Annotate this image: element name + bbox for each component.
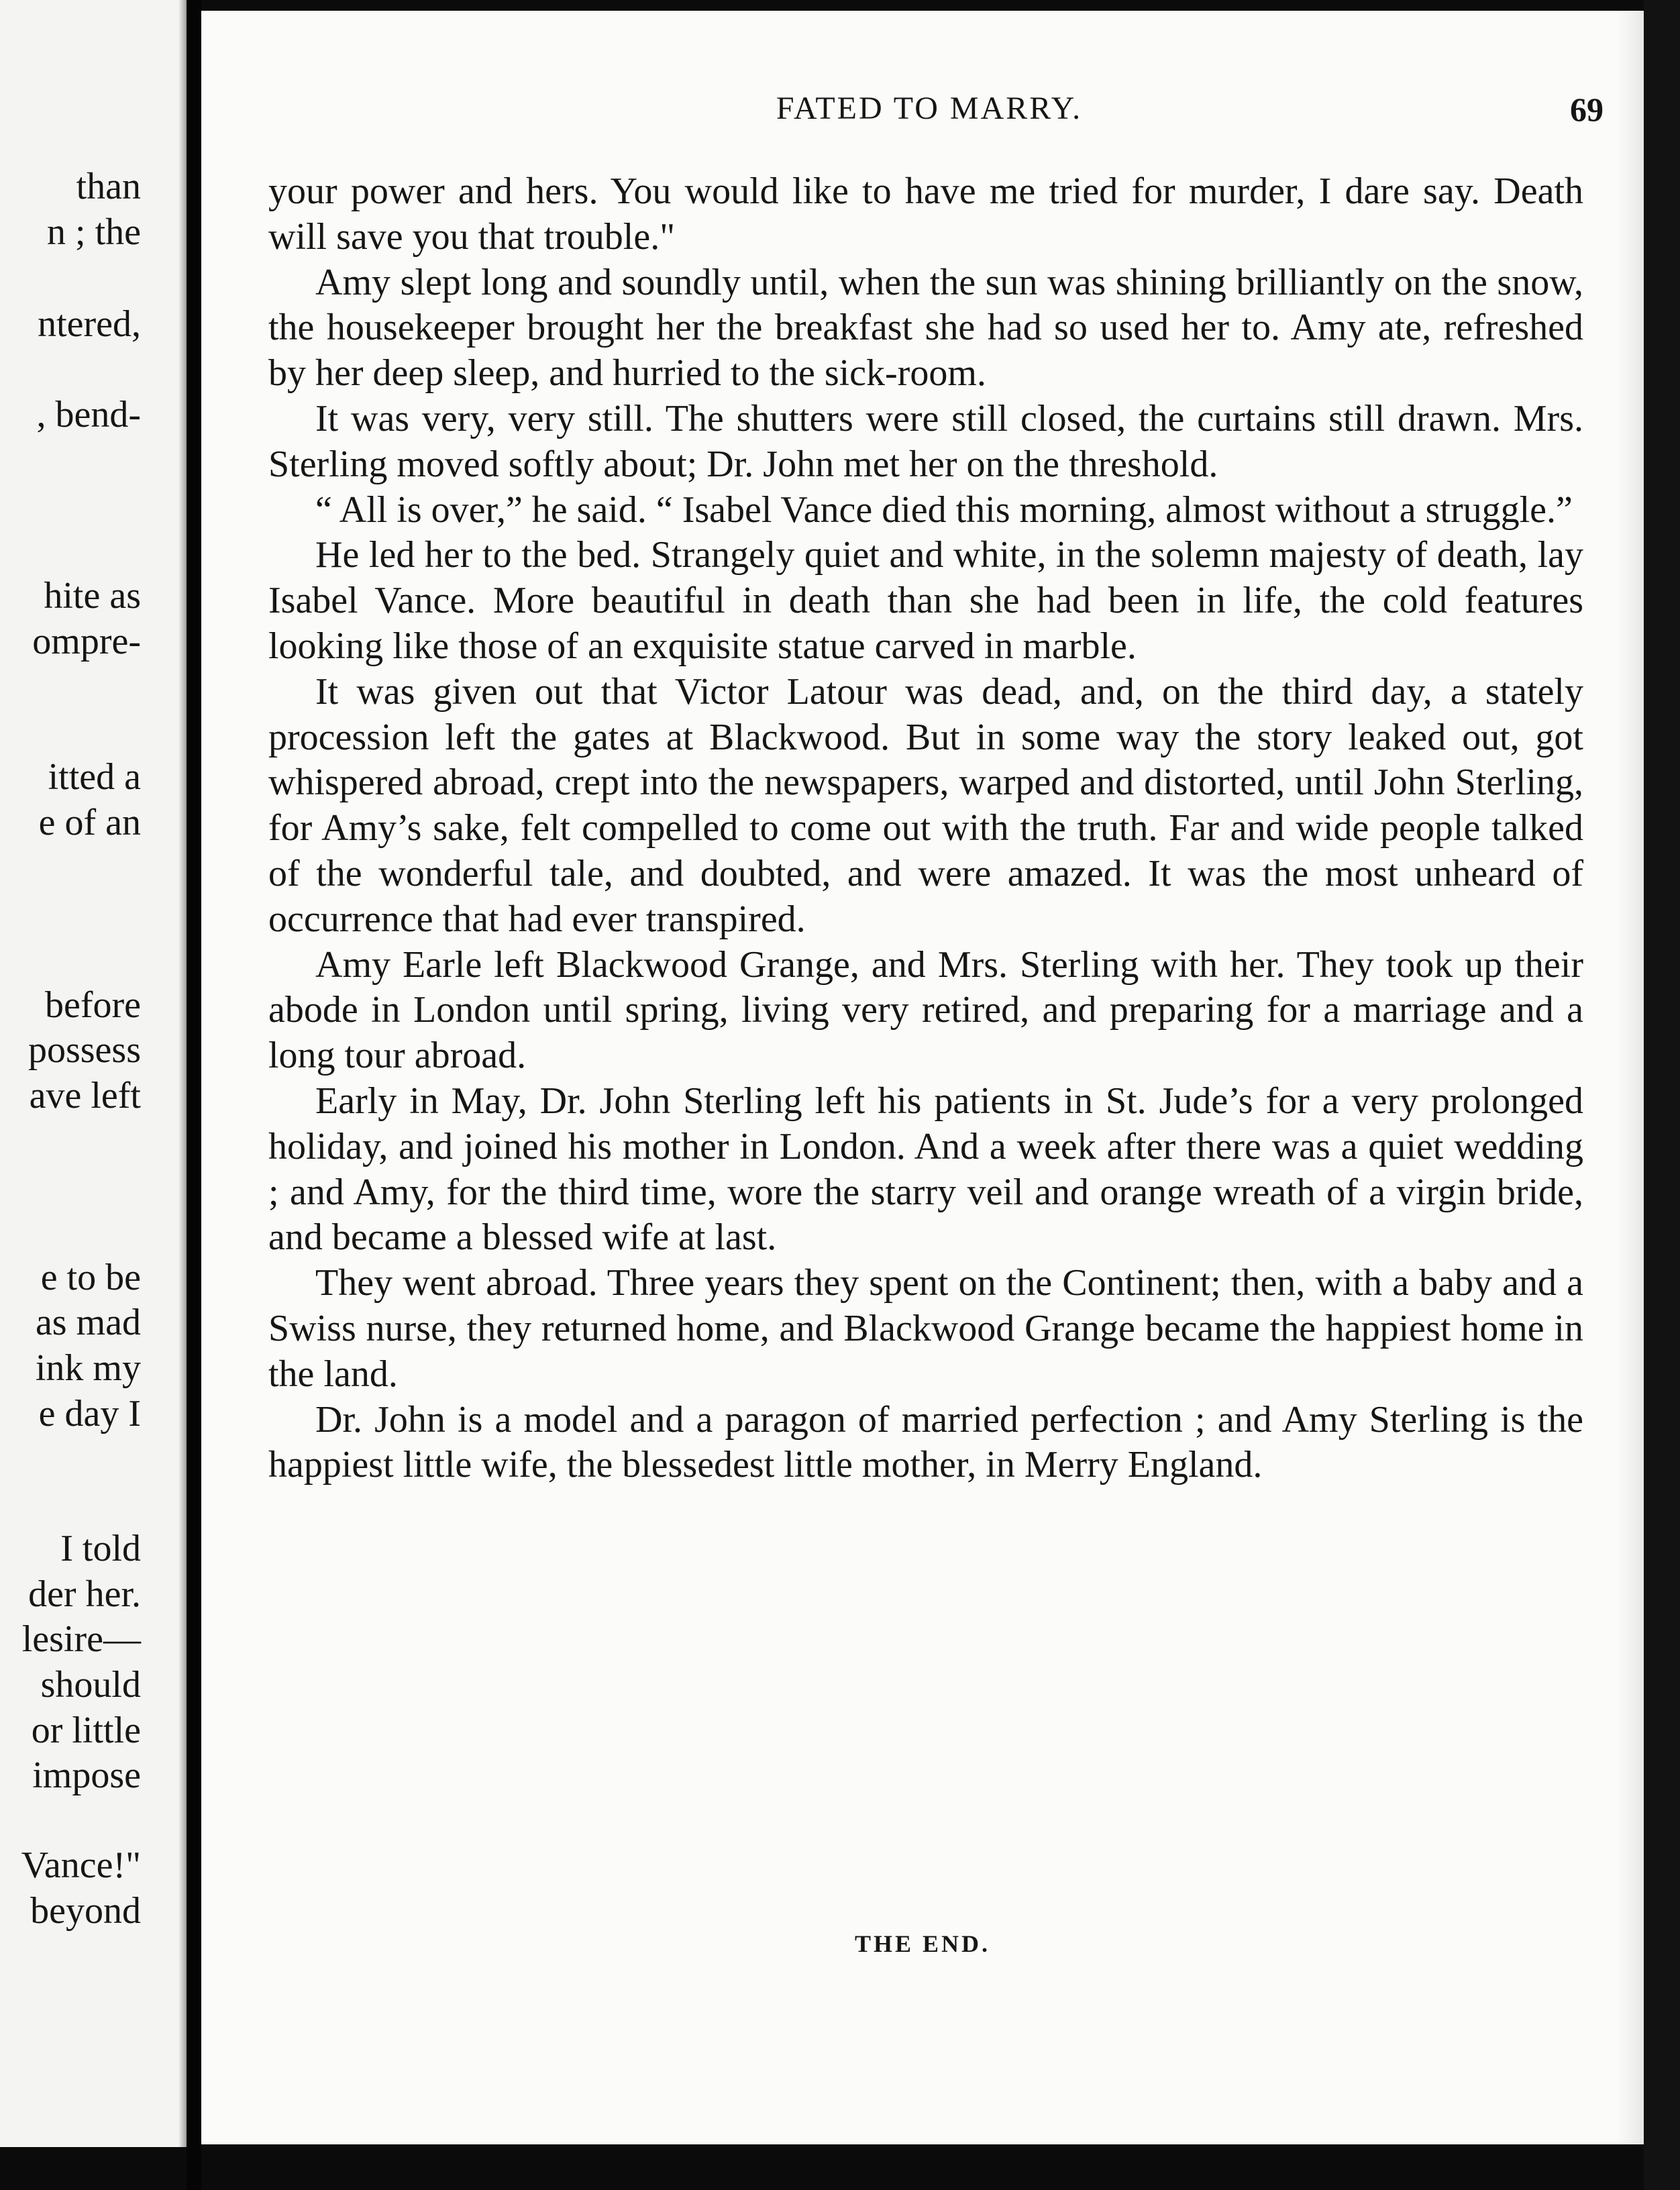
left-page-fragment: or little (31, 1710, 141, 1751)
paragraph: your power and hers. You would like to have me tried for murder, I dare say. Death will save you that trouble." (268, 170, 1583, 258)
left-page (0, 0, 187, 2147)
page-edge-shadow (178, 0, 187, 2147)
paragraph: Amy Earle left Blackwood Grange, and Mrs. Sterling with her. They took up their abode in London until spring, living very retired, and preparing for a marriage and a long tour abroad. (268, 943, 1583, 1077)
left-page-fragment: ntered, (38, 303, 141, 345)
left-page-fragment: Vance!" (21, 1844, 141, 1886)
left-page-fragment: ave left (29, 1075, 141, 1116)
left-page-fragment: before (44, 984, 141, 1026)
page-edge-shade (1617, 11, 1644, 2144)
left-page-fragment: should (40, 1664, 141, 1706)
left-page-fragment: as mad (35, 1302, 141, 1343)
left-page-fragment: beyond (30, 1890, 141, 1932)
scan-border (1644, 0, 1680, 2190)
left-page-fragment: n ; the (47, 211, 141, 253)
paragraph: Early in May, Dr. John Sterling left his patients in St. Jude’s for a very prolonged holiday, and joined his mother in London. And a week after there was a quiet wedding ; and Amy, for the third time, wore the starry veil and orange wreath of a virgin bride, and became a blessed wife at last. (268, 1080, 1583, 1259)
left-page-fragment: itted a (48, 756, 141, 798)
left-page-fragment: I told (60, 1528, 141, 1569)
left-page-fragment: , bend- (36, 394, 141, 435)
running-header (255, 90, 1604, 144)
paragraph: Dr. John is a model and a paragon of married perfection ; and Amy Sterling is the happiest little wife, the blessedest little mother, in Merry England. (268, 1398, 1583, 1486)
left-page-fragment: e to be (40, 1257, 141, 1298)
left-page-fragment: ink my (35, 1347, 141, 1389)
paragraph: Amy slept long and soundly until, when the sun was shining brilliantly on the snow, the housekeeper brought her the breakfast she had so used her to. Amy ate, refreshed by her deep sleep, and hurried to the sick-room. (268, 261, 1583, 395)
page-number: 69 (1570, 91, 1604, 128)
paragraph: “ All is over,” he said. “ Isabel Vance died this morning, almost without a struggle.” (315, 488, 1573, 531)
left-page-fragment: hite as (44, 575, 141, 617)
right-page (201, 11, 1644, 2144)
paragraph: He led her to the bed. Strangely quiet and white, in the solemn majesty of death, lay Isabel Vance. More beautiful in death than she had been in life, the cold features looking like those of an exquisite statue carved in marble. (268, 534, 1583, 667)
book-gutter (187, 0, 201, 2190)
paragraph: They went abroad. Three years they spent on the Continent; then, with a baby and a Swiss nurse, they returned home, and Blackwood Grange became the happiest home in the land. (268, 1262, 1583, 1395)
the-end-marker: THE END. (854, 1930, 991, 1957)
left-page-fragment: impose (32, 1755, 141, 1796)
running-title: FATED TO MARRY. (776, 91, 1083, 126)
left-page-fragment: lesire— (21, 1618, 141, 1660)
left-page-fragment: e of an (38, 802, 141, 843)
paragraph: It was very, very still. The shutters were still closed, the curtains still drawn. Mrs. Sterling moved softly about; Dr. John met her on the threshold. (268, 397, 1583, 485)
left-page-fragment: ompre- (32, 621, 141, 662)
left-page-fragment: than (76, 166, 141, 207)
left-page-fragment: der her. (28, 1573, 141, 1615)
left-page-fragment: possess (28, 1029, 141, 1071)
left-page-fragment: e day I (38, 1393, 141, 1435)
paragraph: It was given out that Victor Latour was dead, and, on the third day, a stately procession left the gates at Blackwood. But in some way the story leaked out, got whispered abroad, crept into the newspapers, warped and distorted, until John Sterling, for Amy’s sake, felt compelled to come out with the truth. Far and wide people talked of the wonderful tale, and doubted, and were amazed. It was the most unheard of occurrence that had ever transpired. (268, 670, 1583, 940)
text-body (268, 169, 1583, 1488)
